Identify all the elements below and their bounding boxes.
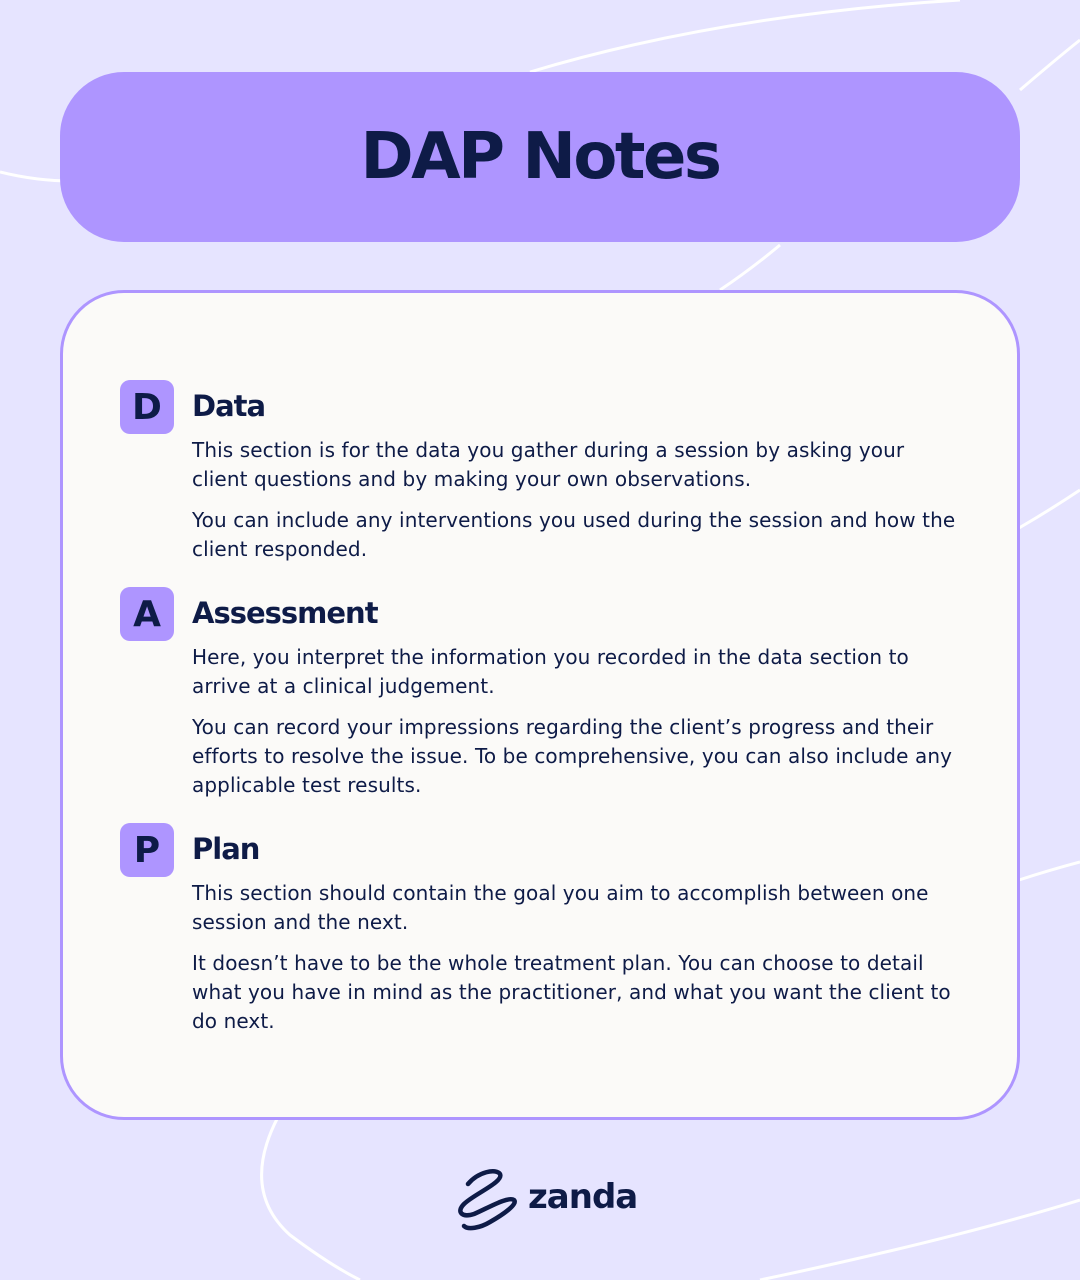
section-heading-data: Data	[192, 389, 266, 423]
logo-text: zanda	[528, 1177, 638, 1217]
letter-badge-a: A	[120, 587, 174, 641]
paragraph: Here, you interpret the information you recorded in the data section to arrive at a clinical judgement.	[192, 645, 909, 698]
section-heading-assessment: Assessment	[192, 596, 378, 630]
paragraph: It doesn’t have to be the whole treatment plan. You can choose to detail what you have in mind as the practitioner, and what you want the client to do next.	[192, 951, 951, 1033]
paragraph: This section is for the data you gather during a session by asking your client questions and by making your own observations.	[192, 438, 905, 491]
content-card	[60, 290, 1020, 1120]
title-banner	[60, 72, 1020, 242]
section-heading-plan: Plan	[192, 832, 260, 866]
paragraph: You can record your impressions regarding the client’s progress and their efforts to resolve the issue. To be comprehensive, you can also include any applicable test results.	[192, 715, 953, 797]
letter-badge-p: P	[120, 823, 174, 877]
page-title: DAP Notes	[360, 120, 720, 194]
section-body-assessment	[192, 643, 962, 812]
section-body-data	[192, 436, 962, 576]
section-body-plan	[192, 879, 962, 1048]
paragraph: This section should contain the goal you aim to accomplish between one session and the next.	[192, 881, 929, 934]
paragraph: You can include any interventions you used during the session and how the client responded.	[192, 508, 956, 561]
zanda-logo	[452, 1164, 637, 1234]
zanda-squiggle-icon	[452, 1164, 522, 1234]
letter-badge-d: D	[120, 380, 174, 434]
